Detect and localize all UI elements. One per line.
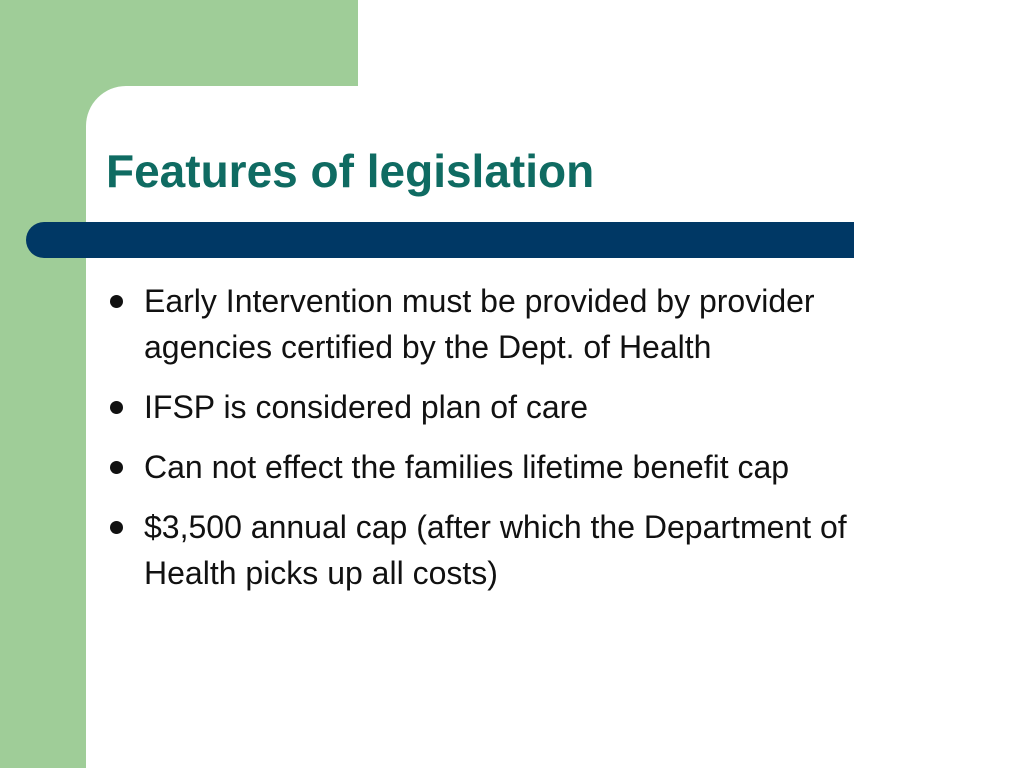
bullet-dot-icon — [110, 521, 123, 534]
bullet-item — [106, 384, 896, 430]
bullet-text: IFSP is considered plan of care — [144, 389, 589, 425]
bullet-text: $3,500 annual cap (after which the Department of Health picks up all costs) — [144, 509, 847, 591]
bullet-item — [106, 504, 896, 596]
bullet-dot-icon — [110, 401, 123, 414]
slide-title: Features of legislation — [106, 145, 595, 197]
bullet-text: Early Intervention must be provided by provider agencies certified by the Dept. of Health — [144, 283, 815, 365]
bullet-dot-icon — [110, 461, 123, 474]
bullet-dot-icon — [110, 295, 123, 308]
bullet-list — [106, 278, 896, 610]
bullet-item — [106, 278, 896, 370]
bullet-text: Can not effect the families lifetime benefit cap — [144, 449, 790, 485]
bullet-item — [106, 444, 896, 490]
title-underline-bar — [26, 222, 854, 258]
